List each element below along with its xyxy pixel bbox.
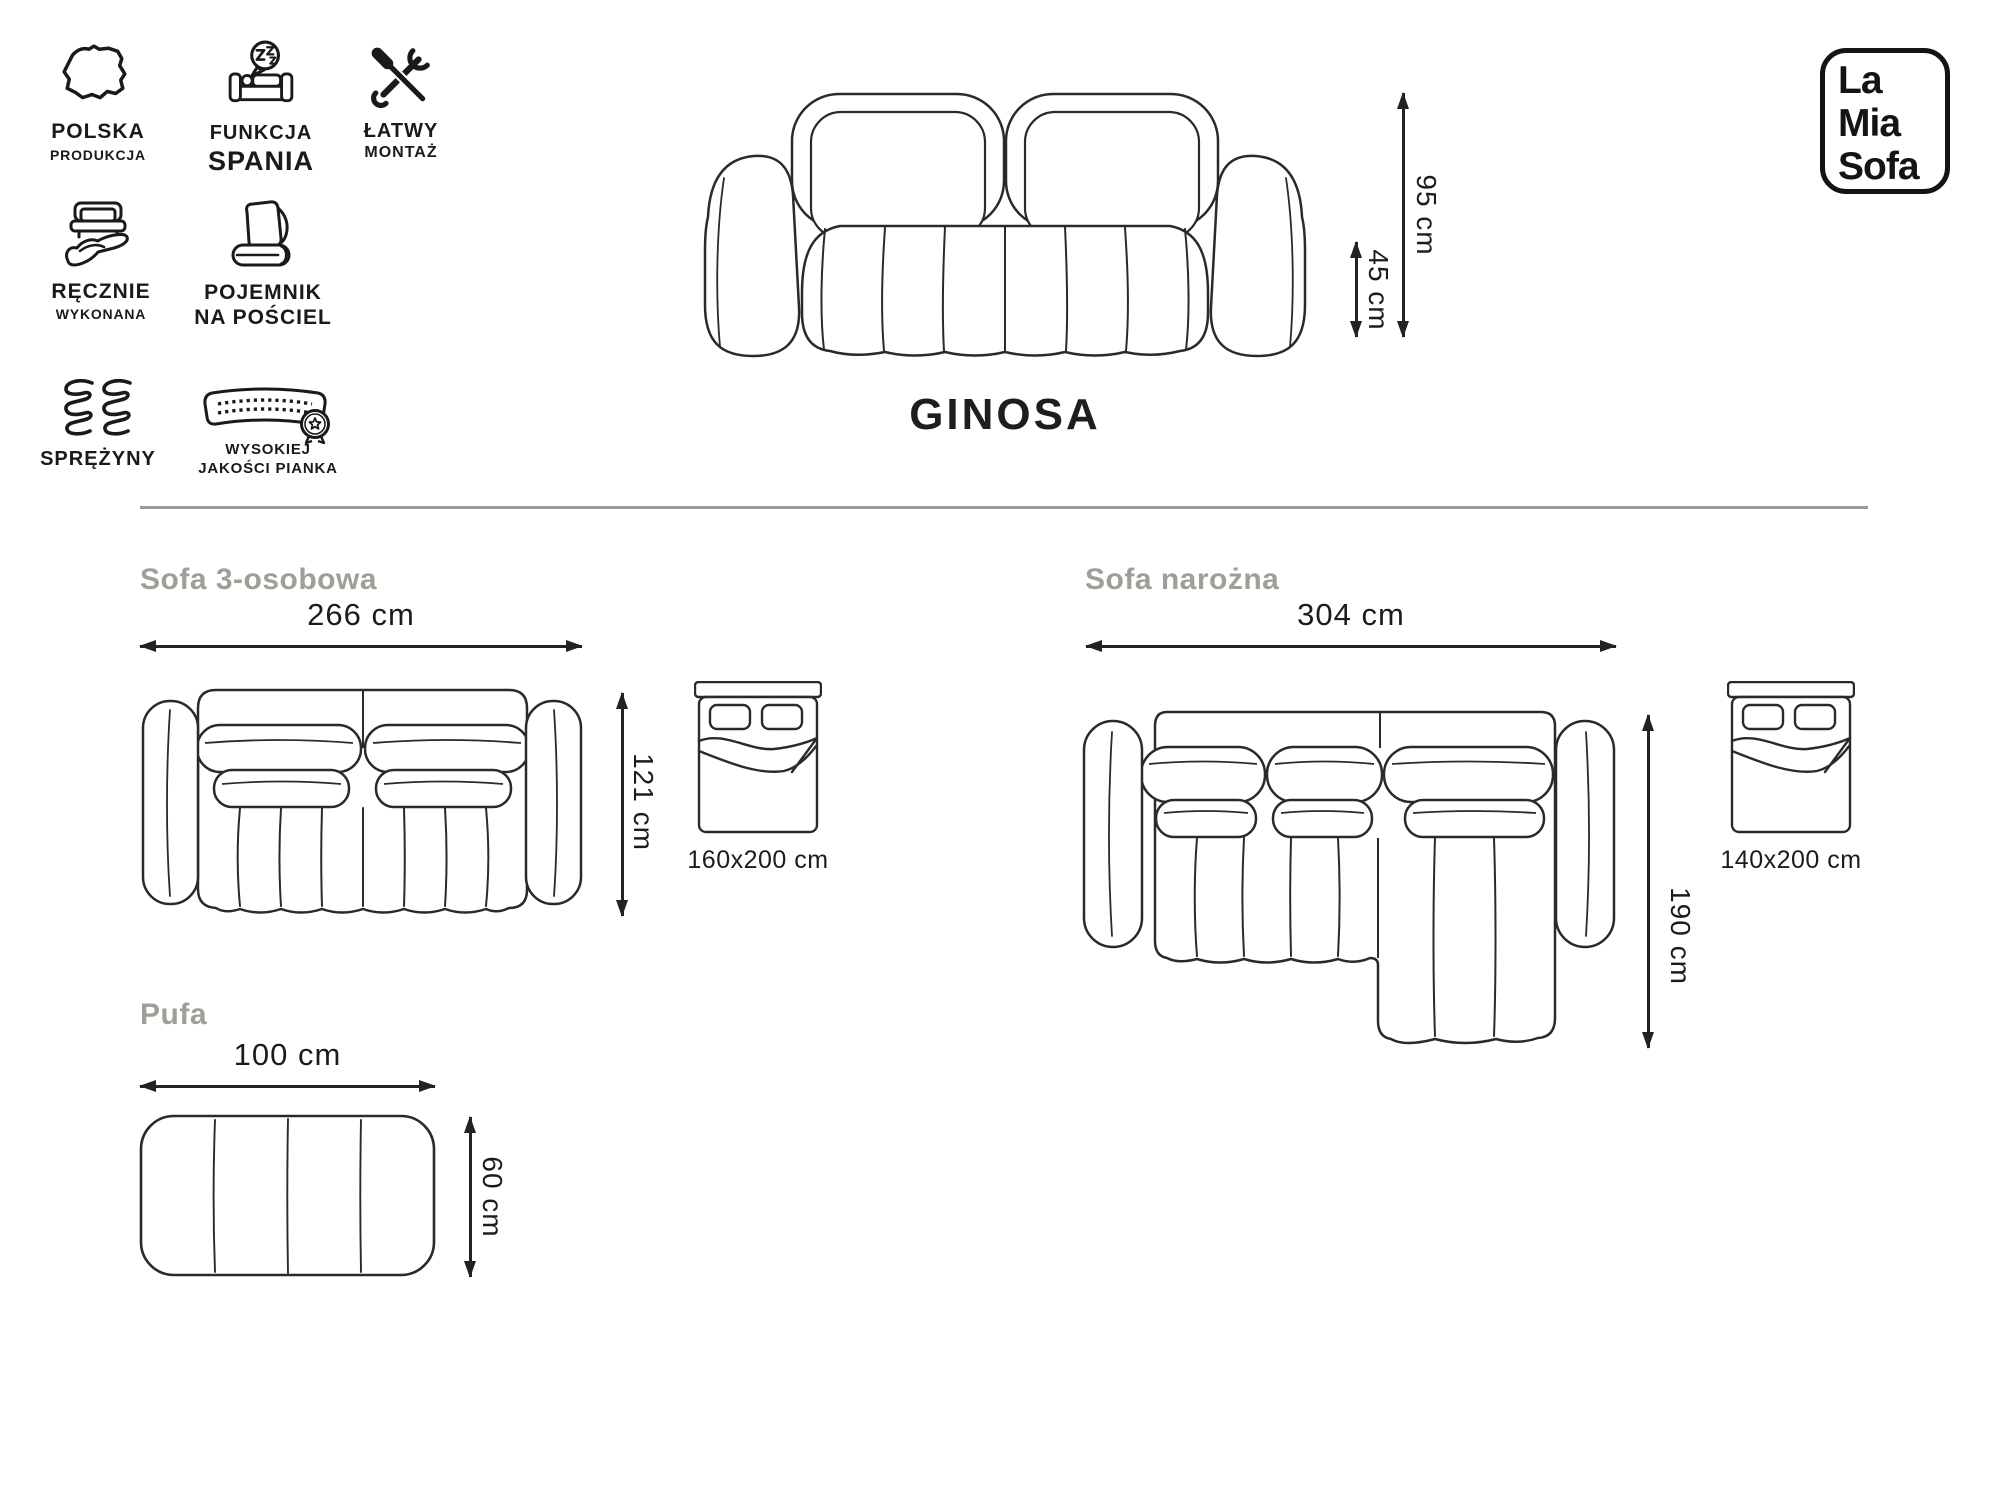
product-name: GINOSA bbox=[909, 390, 1101, 439]
feature-label: FUNKCJA bbox=[209, 122, 313, 144]
feature-label: WYKONANA bbox=[55, 306, 147, 322]
feature-label: PRODUKCJA bbox=[50, 147, 146, 163]
handmade-icon bbox=[62, 201, 132, 275]
sofa3-width-arrow bbox=[140, 645, 582, 648]
feature-label: SPRĘŻYNY bbox=[40, 448, 156, 470]
brand-logo-line: Mia bbox=[1838, 102, 1901, 145]
feature-label: SPANIA bbox=[207, 146, 314, 176]
pufa-width-label: 100 cm bbox=[233, 1037, 342, 1072]
pufa-top-view-drawing bbox=[139, 1114, 437, 1279]
feature-label: WYSOKIEJ bbox=[225, 441, 311, 458]
pufa-depth-label: 60 cm bbox=[477, 1156, 508, 1238]
sofa3-top-view-drawing bbox=[137, 680, 587, 916]
feature-label: NA POŚCIEL bbox=[194, 306, 332, 329]
corner-bed-icon bbox=[1727, 681, 1855, 836]
feature-label: POJEMNIK bbox=[204, 281, 322, 304]
corner-width-arrow bbox=[1086, 645, 1616, 648]
bedding-storage-icon bbox=[226, 199, 296, 273]
feature-label: POLSKA bbox=[51, 120, 145, 143]
section-title-sofa3: Sofa 3-osobowa bbox=[140, 563, 378, 596]
front-seat-height-label: 45 cm bbox=[1363, 249, 1394, 331]
brand-logo-line: La bbox=[1838, 59, 1882, 102]
springs-icon bbox=[62, 379, 138, 439]
sofa3-width-label: 266 cm bbox=[307, 597, 415, 632]
corner-depth-label: 190 cm bbox=[1665, 887, 1696, 985]
feature-label: JAKOŚCI PIANKA bbox=[198, 460, 338, 477]
feature-label: MONTAŻ bbox=[364, 144, 438, 161]
sofa3-depth-label: 121 cm bbox=[628, 753, 659, 851]
sofa3-depth-arrow bbox=[621, 693, 624, 916]
sofa-front-view-drawing bbox=[690, 55, 1320, 375]
brand-logo bbox=[1820, 48, 1950, 194]
sleep-function-icon bbox=[225, 40, 297, 112]
feature-label: RĘCZNIE bbox=[51, 280, 151, 303]
sofa3-sleeping-area-label: 160x200 cm bbox=[687, 846, 829, 874]
feature-label: ŁATWY bbox=[363, 120, 439, 142]
section-divider bbox=[140, 506, 1868, 509]
pufa-width-arrow bbox=[140, 1085, 435, 1088]
section-title-corner: Sofa narożna bbox=[1085, 563, 1280, 596]
section-title-pufa: Pufa bbox=[140, 998, 208, 1031]
easy-assembly-tools-icon bbox=[368, 44, 434, 110]
corner-sleeping-area-label: 140x200 cm bbox=[1720, 846, 1862, 874]
front-seat-height-arrow bbox=[1355, 242, 1358, 337]
sofa3-bed-icon bbox=[694, 681, 822, 836]
poland-map-icon bbox=[60, 40, 130, 112]
corner-sofa-top-view-drawing bbox=[1082, 680, 1617, 1050]
front-height-arrow bbox=[1402, 93, 1405, 337]
foam-quality-icon bbox=[202, 383, 334, 445]
brand-logo-line: Sofa bbox=[1838, 145, 1919, 188]
corner-width-label: 304 cm bbox=[1297, 597, 1405, 632]
pufa-depth-arrow bbox=[469, 1117, 472, 1277]
front-height-label: 95 cm bbox=[1411, 174, 1442, 256]
corner-depth-arrow bbox=[1647, 715, 1650, 1048]
